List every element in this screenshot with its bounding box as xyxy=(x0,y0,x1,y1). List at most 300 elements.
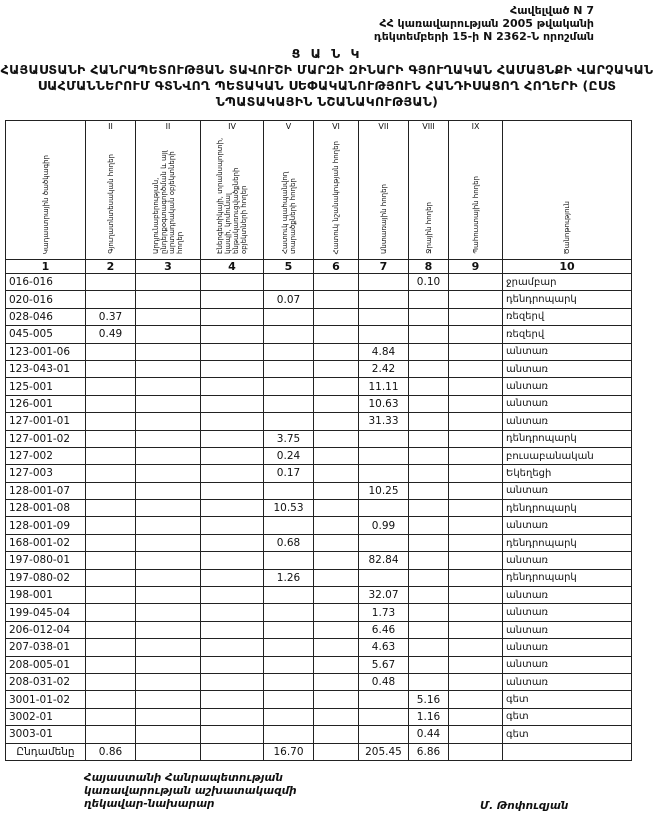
area-cell xyxy=(359,569,409,586)
area-cell: 3.75 xyxy=(264,430,314,447)
area-cell xyxy=(449,656,503,673)
cadastral-code-cell: 197-080-02 xyxy=(6,569,86,586)
area-cell xyxy=(136,291,201,308)
area-cell xyxy=(409,465,449,482)
area-cell xyxy=(86,447,136,464)
cadastral-code-cell: 028-046 xyxy=(6,308,86,325)
area-cell xyxy=(264,604,314,621)
area-cell xyxy=(264,517,314,534)
area-cell: 10.25 xyxy=(359,482,409,499)
area-cell xyxy=(409,447,449,464)
area-cell xyxy=(86,343,136,360)
area-cell xyxy=(201,465,264,482)
table-row xyxy=(6,691,632,708)
column-header-text: Արդյունաբերության, ընդերքօգտագործման և այլ արտադրական օբյեկտների հողեր xyxy=(152,150,184,254)
column-header-10 xyxy=(503,131,632,260)
area-cell xyxy=(136,326,201,343)
column-header-2 xyxy=(86,131,136,260)
area-cell xyxy=(409,517,449,534)
area-cell xyxy=(264,395,314,412)
area-cell xyxy=(449,291,503,308)
table-row xyxy=(6,378,632,395)
column-header-text: Պահուստային հողեր xyxy=(471,176,480,254)
table-row xyxy=(6,308,632,325)
area-cell xyxy=(359,326,409,343)
column-number-6: 6 xyxy=(314,260,359,274)
area-cell xyxy=(409,587,449,604)
area-cell: 1.26 xyxy=(264,569,314,586)
area-cell xyxy=(86,691,136,708)
note-cell: անտառ xyxy=(503,656,632,673)
cadastral-code-cell: 128-001-07 xyxy=(6,482,86,499)
area-cell xyxy=(314,291,359,308)
note-cell: անտառ xyxy=(503,360,632,377)
annex-number: Հավելված N 7 xyxy=(510,4,594,17)
footer-line-3: ղեկավար-նախարար xyxy=(84,798,215,810)
area-cell: 2.42 xyxy=(359,360,409,377)
area-cell xyxy=(264,413,314,430)
area-cell: 16.70 xyxy=(264,743,314,760)
area-cell xyxy=(264,691,314,708)
cadastral-code-cell: 127-001-02 xyxy=(6,430,86,447)
area-cell xyxy=(264,274,314,291)
note-cell: անտառ xyxy=(503,482,632,499)
area-cell xyxy=(449,673,503,690)
area-cell xyxy=(409,500,449,517)
area-cell xyxy=(264,343,314,360)
note-cell: անտառ xyxy=(503,673,632,690)
table-body xyxy=(6,274,632,761)
column-header-text: Հատուկ պահպանվող տարածքների հողեր xyxy=(280,171,297,254)
area-cell xyxy=(201,743,264,760)
area-cell xyxy=(201,360,264,377)
footer-signature: Մ. Թոփուզյան xyxy=(480,800,569,812)
area-cell: 11.11 xyxy=(359,378,409,395)
note-cell: ջրամբար xyxy=(503,274,632,291)
cadastral-code-cell: 127-003 xyxy=(6,465,86,482)
area-cell xyxy=(409,413,449,430)
area-cell xyxy=(86,726,136,743)
area-cell xyxy=(314,274,359,291)
area-cell xyxy=(136,726,201,743)
area-cell xyxy=(86,465,136,482)
cadastral-code-cell: 020-016 xyxy=(6,291,86,308)
area-cell xyxy=(314,587,359,604)
table-row xyxy=(6,430,632,447)
title-heading: Ց Ա Ն Կ xyxy=(291,46,363,61)
area-cell xyxy=(314,378,359,395)
area-cell: 5.16 xyxy=(409,691,449,708)
document-title xyxy=(0,46,654,110)
table-row xyxy=(6,639,632,656)
area-cell xyxy=(86,517,136,534)
area-cell xyxy=(449,274,503,291)
column-number-4: 4 xyxy=(201,260,264,274)
area-cell xyxy=(449,308,503,325)
area-cell: 0.10 xyxy=(409,274,449,291)
table-row xyxy=(6,274,632,291)
area-cell xyxy=(136,552,201,569)
area-cell xyxy=(264,378,314,395)
roman-numeral-1 xyxy=(6,121,86,132)
note-cell: գետ xyxy=(503,708,632,725)
area-cell xyxy=(136,691,201,708)
note-cell: անտառ xyxy=(503,378,632,395)
table-row xyxy=(6,395,632,412)
cadastral-code-cell: 128-001-08 xyxy=(6,500,86,517)
note-cell: ռեզերվ xyxy=(503,326,632,343)
area-cell xyxy=(409,656,449,673)
area-cell xyxy=(86,360,136,377)
area-cell xyxy=(136,378,201,395)
area-cell xyxy=(409,430,449,447)
roman-numeral-4: IV xyxy=(201,121,264,132)
area-cell xyxy=(86,708,136,725)
area-cell xyxy=(359,308,409,325)
table-row xyxy=(6,343,632,360)
total-row xyxy=(6,743,632,760)
cadastral-code-cell: 206-012-04 xyxy=(6,621,86,638)
table-row xyxy=(6,621,632,638)
area-cell xyxy=(264,308,314,325)
area-cell xyxy=(264,552,314,569)
area-cell xyxy=(264,639,314,656)
title-line-1: ՀԱՅԱՍՏԱՆԻ ՀԱՆՐԱՊԵՏՈՒԹՅԱՆ ՏԱՎՈՒՇԻ ՄԱՐԶԻ ԶԻՆԱՐԻ ԳՅՈՒՂԱԿԱՆ ՀԱՄԱՅՆՔԻ ՎԱՐՉԱԿԱՆ xyxy=(0,62,654,77)
area-cell xyxy=(314,413,359,430)
table-row xyxy=(6,360,632,377)
area-cell xyxy=(409,639,449,656)
area-cell xyxy=(86,378,136,395)
area-cell xyxy=(86,621,136,638)
area-cell xyxy=(201,517,264,534)
area-cell xyxy=(201,587,264,604)
area-cell xyxy=(449,552,503,569)
area-cell xyxy=(201,691,264,708)
note-cell: անտառ xyxy=(503,587,632,604)
table-row xyxy=(6,326,632,343)
footer-line-2: կառավարության աշխատակազմի xyxy=(84,785,297,797)
area-cell xyxy=(359,430,409,447)
area-cell xyxy=(201,274,264,291)
title-line-2: ՍԱՀՄԱՆՆԵՐՈՒՄ ԳՏՆՎՈՂ ՊԵՏԱԿԱՆ ՍԵՓԱԿԱՆՈՒԹՅՈՒՆ ՀԱՆԴԻՍԱՑՈՂ ՀՈՂԵՐԻ (ԸՍՏ xyxy=(37,78,617,93)
cadastral-code-cell: 127-002 xyxy=(6,447,86,464)
column-number-7: 7 xyxy=(359,260,409,274)
area-cell xyxy=(449,569,503,586)
area-cell: 31.33 xyxy=(359,413,409,430)
cadastral-code-cell: Ընդամենը xyxy=(6,743,86,760)
table-row xyxy=(6,413,632,430)
table-row xyxy=(6,673,632,690)
area-cell xyxy=(449,430,503,447)
land-table xyxy=(5,120,632,761)
note-cell: անտառ xyxy=(503,413,632,430)
area-cell xyxy=(449,621,503,638)
note-cell: բուսաբանական xyxy=(503,447,632,464)
area-cell xyxy=(314,569,359,586)
area-cell xyxy=(264,360,314,377)
area-cell xyxy=(449,343,503,360)
footer-signatory-title xyxy=(84,772,297,811)
note-cell: անտառ xyxy=(503,604,632,621)
area-cell: 0.44 xyxy=(409,726,449,743)
column-header-text: Ջրային հողեր xyxy=(424,202,433,254)
area-cell xyxy=(359,691,409,708)
area-cell xyxy=(86,413,136,430)
area-cell xyxy=(264,673,314,690)
area-cell xyxy=(86,482,136,499)
area-cell xyxy=(201,708,264,725)
area-cell xyxy=(359,708,409,725)
area-cell xyxy=(201,482,264,499)
column-number-10: 10 xyxy=(503,260,632,274)
area-cell xyxy=(449,326,503,343)
area-cell xyxy=(314,673,359,690)
area-cell xyxy=(136,639,201,656)
area-cell xyxy=(449,395,503,412)
column-number-8: 8 xyxy=(409,260,449,274)
area-cell xyxy=(264,482,314,499)
area-cell xyxy=(359,534,409,551)
area-cell xyxy=(314,621,359,638)
area-cell: 0.17 xyxy=(264,465,314,482)
area-cell xyxy=(314,552,359,569)
area-cell: 0.49 xyxy=(86,326,136,343)
area-cell: 4.63 xyxy=(359,639,409,656)
area-cell xyxy=(201,552,264,569)
area-cell xyxy=(201,726,264,743)
area-cell xyxy=(449,604,503,621)
area-cell xyxy=(86,656,136,673)
table-row xyxy=(6,604,632,621)
area-cell xyxy=(359,274,409,291)
area-cell xyxy=(264,621,314,638)
area-cell xyxy=(86,604,136,621)
area-cell: 6.46 xyxy=(359,621,409,638)
note-cell: դենդրոպարկ xyxy=(503,430,632,447)
title-line-3: ՆՊԱՏԱԿԱՅԻՆ ՆՇԱՆԱԿՈՒԹՅԱՆ) xyxy=(215,94,439,109)
area-cell xyxy=(136,743,201,760)
area-cell xyxy=(201,291,264,308)
area-cell xyxy=(136,517,201,534)
area-cell: 0.37 xyxy=(86,308,136,325)
area-cell xyxy=(449,587,503,604)
area-cell xyxy=(314,430,359,447)
area-cell xyxy=(136,569,201,586)
area-cell xyxy=(314,691,359,708)
area-cell xyxy=(449,482,503,499)
area-cell xyxy=(449,726,503,743)
area-cell xyxy=(86,673,136,690)
area-cell xyxy=(449,639,503,656)
area-cell xyxy=(359,291,409,308)
area-cell xyxy=(201,326,264,343)
area-cell xyxy=(201,534,264,551)
area-cell xyxy=(359,726,409,743)
cadastral-code-cell: 3003-01 xyxy=(6,726,86,743)
table-row xyxy=(6,656,632,673)
column-header-6 xyxy=(314,131,359,260)
table-row xyxy=(6,482,632,499)
note-cell: անտառ xyxy=(503,552,632,569)
cadastral-code-cell: 197-080-01 xyxy=(6,552,86,569)
area-cell: 82.84 xyxy=(359,552,409,569)
area-cell xyxy=(201,656,264,673)
cadastral-code-cell: 3001-01-02 xyxy=(6,691,86,708)
area-cell xyxy=(449,743,503,760)
note-cell: անտառ xyxy=(503,395,632,412)
column-header-8 xyxy=(409,131,449,260)
area-cell xyxy=(314,708,359,725)
table-row xyxy=(6,534,632,551)
area-cell xyxy=(136,604,201,621)
area-cell xyxy=(314,308,359,325)
column-header-text: Ծանոթություն xyxy=(563,200,571,254)
area-cell xyxy=(409,604,449,621)
annex-reference xyxy=(374,4,594,43)
area-cell xyxy=(449,447,503,464)
cadastral-code-cell: 208-031-02 xyxy=(6,673,86,690)
area-cell xyxy=(409,552,449,569)
area-cell xyxy=(86,395,136,412)
column-header-text: Անտառային հողեր xyxy=(379,184,388,254)
area-cell: 32.07 xyxy=(359,587,409,604)
cadastral-code-cell: 123-001-06 xyxy=(6,343,86,360)
area-cell xyxy=(86,639,136,656)
area-cell xyxy=(201,639,264,656)
area-cell xyxy=(314,639,359,656)
column-number-1: 1 xyxy=(6,260,86,274)
area-cell: 0.07 xyxy=(264,291,314,308)
area-cell xyxy=(409,395,449,412)
area-cell: 205.45 xyxy=(359,743,409,760)
area-cell xyxy=(136,656,201,673)
area-cell xyxy=(314,482,359,499)
area-cell: 4.84 xyxy=(359,343,409,360)
area-cell xyxy=(136,621,201,638)
note-cell: դենդրոպարկ xyxy=(503,569,632,586)
area-cell xyxy=(314,343,359,360)
area-cell xyxy=(449,708,503,725)
area-cell xyxy=(136,274,201,291)
area-cell xyxy=(314,395,359,412)
column-header-text: Էներգետիկայի, տրանսպորտի, կապի, կոմունալ ենթակառուցվածքների օբյեկտների հողեր xyxy=(216,137,248,254)
roman-numeral-10 xyxy=(503,121,632,132)
area-cell xyxy=(201,395,264,412)
area-cell xyxy=(86,552,136,569)
table-row xyxy=(6,552,632,569)
table-row xyxy=(6,708,632,725)
roman-header-row xyxy=(6,121,632,132)
area-cell: 5.67 xyxy=(359,656,409,673)
area-cell xyxy=(449,517,503,534)
table-row xyxy=(6,465,632,482)
area-cell xyxy=(359,500,409,517)
note-cell: անտառ xyxy=(503,621,632,638)
area-cell xyxy=(314,447,359,464)
area-cell xyxy=(409,569,449,586)
cadastral-code-cell: 208-005-01 xyxy=(6,656,86,673)
roman-numeral-9: IX xyxy=(449,121,503,132)
annex-date: դեկտեմբերի 15-ի N 2362-Ն որոշման xyxy=(373,30,594,43)
area-cell xyxy=(314,517,359,534)
area-cell xyxy=(136,360,201,377)
area-cell xyxy=(136,413,201,430)
area-cell: 0.86 xyxy=(86,743,136,760)
column-number-2: 2 xyxy=(86,260,136,274)
roman-numeral-3: II xyxy=(136,121,201,132)
column-header-9 xyxy=(449,131,503,260)
area-cell xyxy=(359,465,409,482)
area-cell: 10.53 xyxy=(264,500,314,517)
area-cell xyxy=(314,500,359,517)
area-cell: 0.99 xyxy=(359,517,409,534)
area-cell: 0.48 xyxy=(359,673,409,690)
cadastral-code-cell: 045-005 xyxy=(6,326,86,343)
column-number-3: 3 xyxy=(136,260,201,274)
area-cell xyxy=(201,430,264,447)
cadastral-code-cell: 168-001-02 xyxy=(6,534,86,551)
cadastral-code-cell: 207-038-01 xyxy=(6,639,86,656)
cadastral-code-cell: 3002-01 xyxy=(6,708,86,725)
area-cell xyxy=(136,587,201,604)
area-cell xyxy=(136,430,201,447)
cadastral-code-cell: 128-001-09 xyxy=(6,517,86,534)
column-header-7 xyxy=(359,131,409,260)
area-cell xyxy=(136,482,201,499)
area-cell xyxy=(264,587,314,604)
area-cell: 1.16 xyxy=(409,708,449,725)
area-cell xyxy=(314,465,359,482)
area-cell xyxy=(86,587,136,604)
column-number-row xyxy=(6,260,632,274)
note-cell: Եկեղեցի xyxy=(503,465,632,482)
area-cell xyxy=(201,604,264,621)
area-cell xyxy=(86,500,136,517)
area-cell xyxy=(136,465,201,482)
roman-numeral-7: VII xyxy=(359,121,409,132)
area-cell xyxy=(449,465,503,482)
column-header-5 xyxy=(264,131,314,260)
column-header-1 xyxy=(6,131,86,260)
area-cell xyxy=(314,743,359,760)
area-cell xyxy=(86,534,136,551)
area-cell xyxy=(86,430,136,447)
area-cell: 1.73 xyxy=(359,604,409,621)
area-cell xyxy=(314,726,359,743)
area-cell xyxy=(201,673,264,690)
area-cell xyxy=(201,343,264,360)
area-cell xyxy=(136,534,201,551)
area-cell xyxy=(201,500,264,517)
area-cell xyxy=(136,673,201,690)
area-cell xyxy=(449,360,503,377)
area-cell xyxy=(86,569,136,586)
table-row xyxy=(6,500,632,517)
table-row xyxy=(6,587,632,604)
area-cell xyxy=(314,604,359,621)
area-cell xyxy=(409,343,449,360)
area-cell xyxy=(264,708,314,725)
area-cell: 6.86 xyxy=(409,743,449,760)
area-cell xyxy=(201,413,264,430)
area-cell xyxy=(449,534,503,551)
area-cell xyxy=(136,308,201,325)
area-cell xyxy=(136,395,201,412)
area-cell xyxy=(409,291,449,308)
note-cell xyxy=(503,743,632,760)
area-cell xyxy=(409,673,449,690)
area-cell xyxy=(201,569,264,586)
